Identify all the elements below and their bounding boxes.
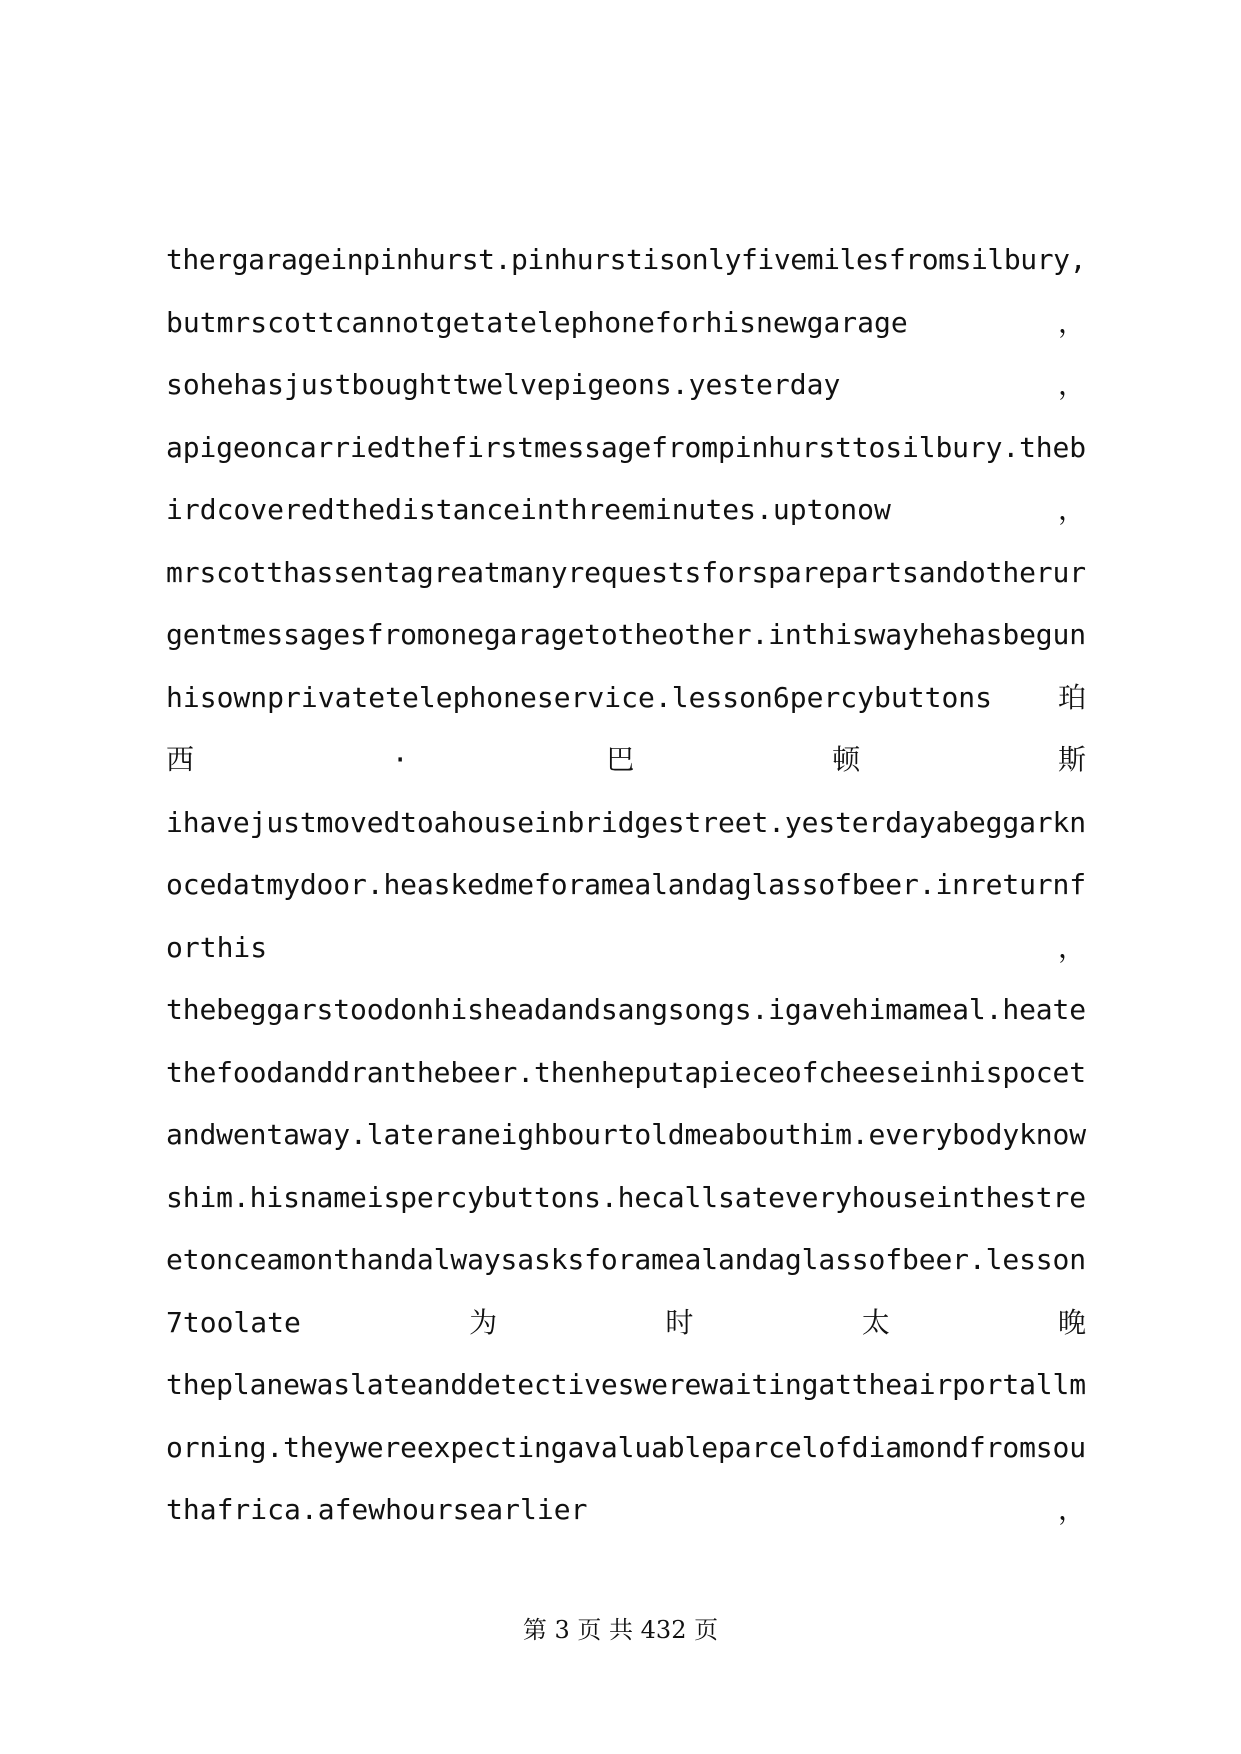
text-line bbox=[166, 1292, 1086, 1355]
text-line bbox=[166, 1104, 1086, 1167]
text-line bbox=[166, 1042, 1086, 1105]
text-segment: 时 bbox=[665, 1305, 694, 1339]
text-segment: thefoodanddranthebeer.thenheputapieceofcheeseinhispocet bbox=[166, 1055, 1086, 1089]
text-segment: 太 bbox=[861, 1305, 890, 1339]
text-segment: ihavejustmovedtoahouseinbridgestreet.yesterdayabeggarkn bbox=[166, 805, 1086, 839]
text-line bbox=[166, 1167, 1086, 1230]
text-segment: 7toolate bbox=[166, 1305, 301, 1339]
page-footer: 第 3 页 共 432 页 bbox=[522, 1616, 719, 1644]
text-segment: 晚 bbox=[1057, 1305, 1086, 1339]
text-line bbox=[166, 229, 1086, 292]
text-line bbox=[166, 1417, 1086, 1480]
text-segment: orthis bbox=[166, 930, 268, 964]
text-line bbox=[166, 729, 1086, 792]
text-segment: ， bbox=[1057, 368, 1086, 401]
text-line bbox=[166, 354, 1086, 417]
text-segment: 顿 bbox=[832, 743, 861, 776]
text-segment: andwentaway.lateraneighbourtoldmeabouthim.everybodyknow bbox=[166, 1118, 1086, 1151]
text-segment: sohehasjustboughttwelvepigeons.yesterday bbox=[166, 368, 841, 401]
text-segment: ， bbox=[1057, 305, 1086, 339]
text-line bbox=[166, 979, 1086, 1042]
text-line bbox=[166, 1229, 1086, 1292]
text-line bbox=[166, 292, 1086, 355]
text-segment: 斯 bbox=[1057, 743, 1086, 776]
text-segment: shim.hisnameispercybuttons.hecallsateveryhouseinthestre bbox=[166, 1180, 1086, 1214]
text-segment: orning.theywereexpectingavaluableparcelofdiamondfromsou bbox=[166, 1430, 1086, 1464]
text-segment: ， bbox=[1057, 493, 1086, 526]
text-line bbox=[166, 1354, 1086, 1417]
text-line bbox=[166, 542, 1086, 605]
text-segment: mrscotthassentagreatmanyrequestsforsparepartsandotherur bbox=[166, 555, 1086, 589]
text-segment: theplanewaslateanddetectiveswerewaitingattheairportallm bbox=[166, 1368, 1086, 1401]
text-line bbox=[166, 667, 1086, 730]
text-segment: 珀 bbox=[1057, 680, 1086, 714]
text-line bbox=[166, 479, 1086, 542]
text-segment: apigeoncarriedthefirstmessagefrompinhursttosilbury.theb bbox=[166, 430, 1086, 464]
text-segment: butmrscottcannotgetatelephoneforhisnewgarage bbox=[166, 305, 908, 339]
text-segment: 为 bbox=[469, 1305, 498, 1339]
text-segment: 巴 bbox=[606, 743, 635, 776]
text-segment: ， bbox=[1057, 1493, 1086, 1526]
text-line bbox=[166, 1479, 1086, 1542]
body-text bbox=[166, 229, 1086, 1542]
text-line bbox=[166, 917, 1086, 980]
text-line bbox=[166, 604, 1086, 667]
text-segment: thafrica.afewhoursearlier bbox=[166, 1493, 588, 1526]
text-segment: thebeggarstoodonhisheadandsangsongs.igavehimameal.heate bbox=[166, 993, 1086, 1026]
text-line bbox=[166, 854, 1086, 917]
text-segment: irdcoveredthedistanceinthreeminutes.uptonow bbox=[166, 493, 891, 526]
text-segment: thergarageinpinhurst.pinhurstisonlyfivemilesfromsilbury, bbox=[166, 243, 1087, 276]
text-segment: ocedatmydoor.heaskedmeforamealandaglassofbeer.inreturnf bbox=[166, 868, 1086, 901]
text-segment: etonceamonthandalwaysasksforamealandaglassofbeer.lesson bbox=[166, 1243, 1086, 1276]
text-segment: ， bbox=[1057, 930, 1086, 964]
text-segment: · bbox=[391, 743, 409, 776]
text-segment: 西 bbox=[166, 743, 195, 776]
text-line bbox=[166, 792, 1086, 855]
text-segment: hisownprivatetelephoneservice.lesson6percybuttons bbox=[166, 680, 993, 714]
text-line bbox=[166, 417, 1086, 480]
text-segment: gentmessagesfromonegaragetotheother.inthiswayhehasbegun bbox=[166, 618, 1086, 651]
